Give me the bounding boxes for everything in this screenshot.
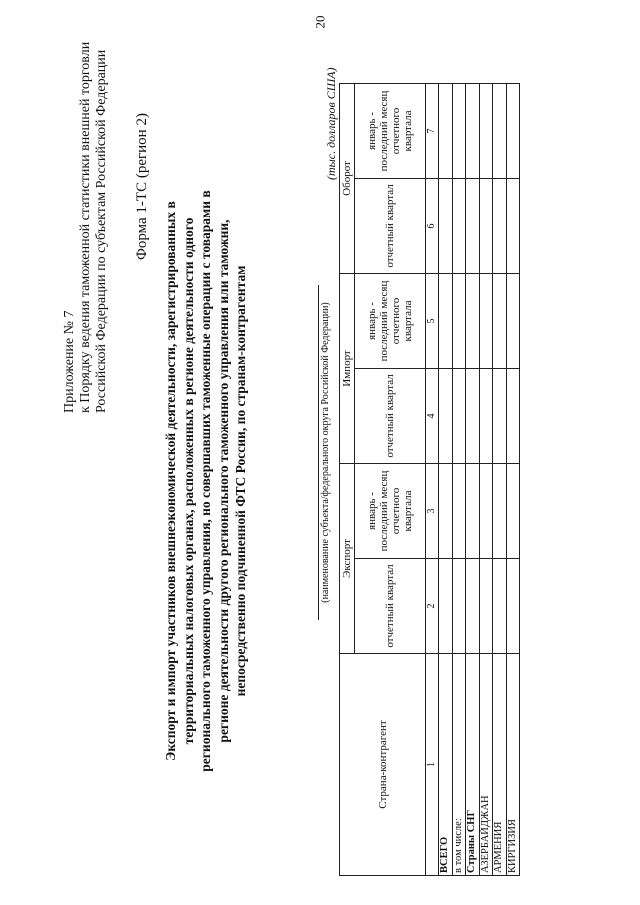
- table-cell: [479, 559, 493, 654]
- table-cell: [439, 368, 453, 463]
- header-export-period: январь - последний месяц отчетного квартала: [355, 463, 426, 558]
- document-page: [50, 41, 518, 880]
- title-line-2: территориальных налоговых органах, расположенных в регионе деятельности одного: [180, 217, 196, 745]
- table-cell: [479, 83, 493, 178]
- table-cell: [466, 368, 480, 463]
- table-cell: [466, 83, 480, 178]
- table-row: [466, 83, 480, 875]
- table-cell: [452, 559, 466, 654]
- appendix-header: [62, 41, 110, 413]
- table-row: [439, 83, 453, 875]
- title-line-3: регионального таможенного управления, но совершавших таможенные операции с товарами в: [198, 190, 213, 772]
- appendix-line-1: Приложение № 7: [62, 310, 77, 413]
- table-cell: [466, 178, 480, 273]
- table-cell: [493, 463, 507, 558]
- table-cell: [452, 83, 466, 178]
- page-number: 20: [312, 15, 327, 29]
- table-cell: [479, 178, 493, 273]
- table-cell: [479, 273, 493, 368]
- table-cell: [506, 368, 520, 463]
- header-import: Импорт: [340, 273, 355, 463]
- row-label-cis: Страны СНГ: [466, 654, 480, 876]
- row-label-total: ВСЕГО: [439, 654, 453, 876]
- column-number: 3: [426, 463, 439, 558]
- table-row: [479, 83, 493, 875]
- table-cell: [506, 559, 520, 654]
- table-cell: [439, 83, 453, 178]
- table-cell: [466, 559, 480, 654]
- table-cell: [506, 273, 520, 368]
- table-cell: [506, 463, 520, 558]
- table-cell: [479, 368, 493, 463]
- column-number: 1: [426, 654, 439, 876]
- header-turnover-period: январь - последний месяц отчетного квартала: [355, 83, 426, 178]
- table-row: [506, 83, 520, 875]
- table-cell: [493, 178, 507, 273]
- header-turnover-quarter: отчетный квартал: [355, 178, 426, 273]
- row-label-kyrgyzstan: КИРГИЗИЯ: [506, 654, 520, 876]
- column-number: 2: [426, 559, 439, 654]
- header-turnover: Оборот: [340, 83, 355, 273]
- table-cell: [493, 83, 507, 178]
- appendix-line-3: Российской Федерации по субъектам Российской Федерации: [94, 49, 109, 413]
- table-cell: [452, 273, 466, 368]
- table-cell: [452, 178, 466, 273]
- table-row: [452, 83, 466, 875]
- table-cell: [466, 463, 480, 558]
- title-line-1: Экспорт и импорт участников внешнеэкономической деятельности, зарегистрированных в: [163, 201, 178, 761]
- column-number: 6: [426, 178, 439, 273]
- table-cell: [506, 83, 520, 178]
- column-number: 4: [426, 368, 439, 463]
- table-cell: [439, 178, 453, 273]
- row-label-armenia: АРМЕНИЯ: [493, 654, 507, 876]
- title-line-5: непосредственно подчиненной ФТС России, по странам-контрагентам: [233, 265, 248, 697]
- column-number: 5: [426, 273, 439, 368]
- table-cell: [452, 368, 466, 463]
- table-row: [493, 83, 507, 875]
- subject-name-field: [298, 285, 319, 620]
- table-cell: [493, 368, 507, 463]
- appendix-line-2: к Порядку ведения таможенной статистики внешней торговли: [78, 41, 93, 413]
- units-label: (тыс. долларов США): [324, 67, 338, 180]
- table-cell: [439, 463, 453, 558]
- table-cell: [493, 559, 507, 654]
- row-label-including: в том числе:: [452, 654, 466, 876]
- subject-caption: (наименование субъекта/федерального округа Российской Федерации): [320, 302, 331, 603]
- table-cell: [506, 178, 520, 273]
- table-cell: [452, 463, 466, 558]
- document-title: [162, 86, 250, 876]
- column-number: 7: [426, 83, 439, 178]
- header-export: Экспорт: [340, 463, 355, 653]
- table-cell: [439, 273, 453, 368]
- form-label: Форма 1-ТС (регион 2): [134, 113, 150, 260]
- header-export-quarter: отчетный квартал: [355, 559, 426, 654]
- header-import-quarter: отчетный квартал: [355, 368, 426, 463]
- trade-table: [339, 83, 520, 876]
- table-cell: [439, 559, 453, 654]
- header-import-period: январь - последний месяц отчетного квартала: [355, 273, 426, 368]
- table-cell: [479, 463, 493, 558]
- title-line-4: регионе деятельности другого регионального таможенного управления или таможни,: [215, 219, 231, 743]
- header-country: Страна-контрагент: [340, 654, 426, 876]
- table-cell: [493, 273, 507, 368]
- row-label-azerbaijan: АЗЕРБАЙДЖАН: [479, 654, 493, 876]
- table-cell: [466, 273, 480, 368]
